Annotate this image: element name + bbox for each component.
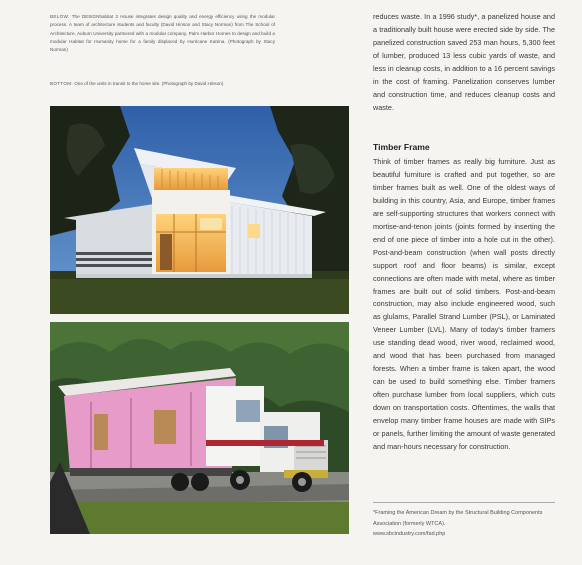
- truck-photo-illustration: [50, 322, 349, 534]
- caption-below: [50, 13, 275, 54]
- footnote: [373, 508, 555, 540]
- caption-below-label: BELOW:: [50, 14, 70, 19]
- photo-house-in-transit: [50, 322, 349, 534]
- section-heading: Timber Frame: [373, 142, 430, 152]
- caption-bottom-text: One of the units in transit to the home site. (Photograph by David Hinson): [74, 81, 224, 86]
- photo-modular-house: [50, 106, 349, 314]
- house-photo-illustration: [50, 106, 349, 314]
- caption-below-text: The DESIGNhabitat 2 House integrates design quality and energy efficiency using the modular process. A team of architecture students and faculty (David Hinson and Stacy Norman) from The School of Architecture, Auburn University partnered with a modular company, Palm Harbor Homes to design and build a modular Habitat for Humanity home for a family displaced by Hurricane Katrina. (Photograph by Stacy Norman): [50, 14, 275, 53]
- footnote-text: *Framing the American Dream by the Structural Building Components Association (formerly WTCA).: [373, 510, 543, 527]
- caption-bottom: [50, 80, 275, 88]
- timber-frame-paragraph: Think of timber frames as really big furniture. Just as beautiful furniture is crafted and put together, so are timber frames built as well. One of the oldest ways of building in this country, Asia, and Europe, timber frames are self-supporting structures that workers connect with mortise-and-tenon joints (joints formed by inserting the end of one piece of timber into a hole cut in the other). Post-and-beam construction (when wall posts directly support roof and floor beams) is similar, except connections are often made with metal, where as timber frames are built out of solid timbers. Post-and-beam construction, may also include engineered wood, such as glulams, Parallel Strand Lumber (PSL), or Laminated Veneer Lumber (LVL). Many of today's timber framers use standing dead wood, river wood, reclaimed wood, and wood that has been purchased from managed forests. When a timber frame is taken apart, the wood can be used to build something else. Timber framers often purchase lumber from local suppliers, which cuts down on transportation costs. Oftentimes, the walls that envelop many timber frame houses are made with SIPs or panels, further limiting the amount of waste generated and man-hours necessary for construction.: [373, 157, 555, 451]
- intro-paragraph: reduces waste. In a 1996 study*, a panelized house and a traditionally built house were erected side by side. The panelized construction saved 253 man hours, 5,300 feet of lumber, produced 13 less cubic yards of waste, and less in cleanup costs, in addition to a 16 percent savings in the cost of framing. Panelization conserves lumber and construction time, and reduces cleanup costs and waste.: [373, 12, 555, 112]
- footnote-url[interactable]: www.sbcindustry.com/fad.php: [373, 531, 446, 537]
- footnote-divider: [373, 502, 555, 503]
- caption-bottom-label: BOTTOM:: [50, 81, 73, 86]
